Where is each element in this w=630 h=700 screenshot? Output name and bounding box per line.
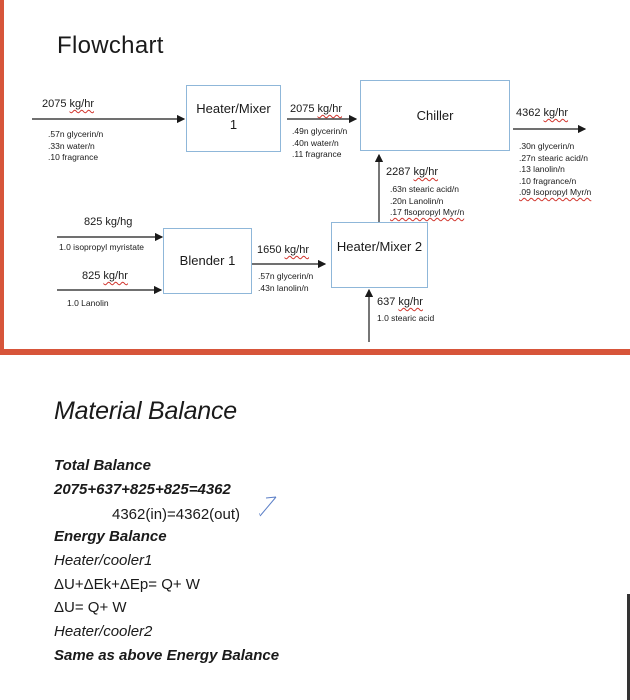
hm2-out-comp-0: .63n stearic acid/n xyxy=(390,184,459,194)
unit-blender-1 xyxy=(163,228,252,294)
blender-out-rate-unit: kg/hr xyxy=(284,244,310,256)
stearic-feed-rate-num: 637 xyxy=(377,296,396,308)
blender-out-rate-num: 1650 xyxy=(257,244,282,256)
product-comp-0: .30n glycerin/n xyxy=(519,141,575,151)
lanolin-feed-comp-0: 1.0 Lanolin xyxy=(67,298,109,308)
check-mark-icon xyxy=(256,494,280,520)
feed1-rate-unit: kg/hr xyxy=(69,98,95,110)
product-comp-3: .10 fragrance/n xyxy=(519,175,577,186)
product-comp-1: .27n stearic acid/n xyxy=(519,152,588,163)
energy-balance-heading: Energy Balance xyxy=(54,528,167,545)
heater-mixer-2-label: Heater/Mixer 2 xyxy=(336,239,423,254)
hm2-out-composition xyxy=(390,184,464,219)
blender-out-comp-1: .43n lanolin/n xyxy=(258,282,309,293)
ipm-feed-comp-0: 1.0 isopropyl myristate xyxy=(59,242,145,252)
feed1-comp-0: .57n glycerin/n xyxy=(48,129,104,139)
heater-cooler-1-label: Heater/cooler1 xyxy=(54,552,153,569)
lanolin-feed-rate-num: 825 xyxy=(82,270,101,282)
product-composition xyxy=(519,141,591,199)
energy-equation-full: ΔU+ΔEk+ΔEp= Q+ W xyxy=(54,576,200,593)
hm1-out-comp-1: .40n water/n xyxy=(292,137,339,148)
blender-1-label: Blender 1 xyxy=(179,253,236,268)
feed1-rate-num: 2075 xyxy=(42,98,67,110)
stearic-feed-rate xyxy=(377,296,423,308)
product-comp-2: .13 lanolin/n xyxy=(519,164,565,174)
feed1-composition xyxy=(48,129,103,164)
blender-out-composition xyxy=(258,271,313,294)
feed1-rate xyxy=(42,98,94,110)
feed1-comp-1: .33n water/n xyxy=(48,140,95,151)
lanolin-feed-rate xyxy=(82,270,128,282)
hm1-out-comp-0: .49n glycerin/n xyxy=(292,126,348,136)
hm2-out-comp-1: .20n Lanolin/n xyxy=(390,195,444,206)
in-out-equality: 4362(in)=4362(out) xyxy=(112,506,241,523)
product-rate-unit: kg/hr xyxy=(543,107,569,119)
ipm-feed-rate: 825 kg/hg xyxy=(84,216,133,228)
hm2-out-rate-num: 2287 xyxy=(386,166,411,178)
hm2-out-rate-unit: kg/hr xyxy=(413,166,439,178)
hm2-out-comp-2: .17 flsopropyl Myr/n xyxy=(390,207,465,217)
hm1-out-comp-2: .11 fragrance xyxy=(292,149,342,159)
product-rate-num: 4362 xyxy=(516,107,541,119)
hm1-out-composition xyxy=(292,126,347,161)
hm1-out-rate xyxy=(290,103,342,115)
blender-out-rate xyxy=(257,244,309,256)
stearic-feed-comp-0: 1.0 stearic acid xyxy=(377,313,435,323)
unit-heater-mixer-2 xyxy=(331,222,428,288)
chiller-label: Chiller xyxy=(416,107,454,123)
flowchart-title: Flowchart xyxy=(57,32,164,59)
unit-heater-mixer-1 xyxy=(186,85,281,152)
total-balance-sum: 2075+637+825+825=4362 xyxy=(54,481,231,498)
product-comp-4: .09 Isopropyl Myr/n xyxy=(519,187,592,197)
unit-chiller xyxy=(360,80,510,151)
feed1-comp-2: .10 fragrance xyxy=(48,152,99,162)
material-balance-title: Material Balance xyxy=(54,397,238,425)
lanolin-feed-rate-unit: kg/hr xyxy=(103,270,128,282)
blender-out-comp-0: .57n glycerin/n xyxy=(258,271,314,281)
hm1-out-rate-unit: kg/hr xyxy=(317,103,343,115)
hm1-out-rate-num: 2075 xyxy=(290,103,315,115)
heater-mixer-1-label: Heater/Mixer 1 xyxy=(196,101,271,132)
product-rate xyxy=(516,107,568,119)
same-as-above-note: Same as above Energy Balance xyxy=(54,647,280,664)
total-balance-heading: Total Balance xyxy=(54,457,151,474)
heater-cooler-2-label: Heater/cooler2 xyxy=(54,623,153,640)
hm2-out-rate xyxy=(386,166,438,178)
stearic-feed-rate-unit: kg/hr xyxy=(398,296,423,308)
energy-equation-reduced: ΔU= Q+ W xyxy=(54,599,127,616)
